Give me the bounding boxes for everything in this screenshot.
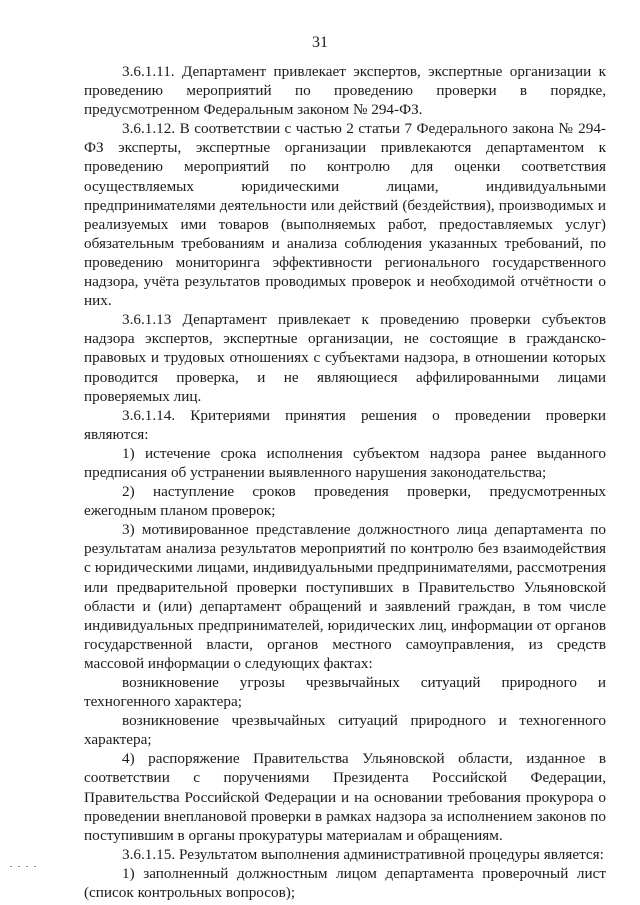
criteria-item-2: 2) наступление сроков проведения проверки, предусмотренных ежегодным планом проверок; bbox=[84, 483, 606, 520]
document-body bbox=[84, 62, 606, 902]
criteria-fact-threat: возникновение угрозы чрезвычайных ситуаций природного и техногенного характера; bbox=[84, 674, 606, 711]
page-number: 31 bbox=[312, 34, 328, 51]
criteria-item-4: 4) распоряжение Правительства Ульяновской области, изданное в соответствии с поручениями Президента Российской Федерации, Правительства Российской Федерации и на основании требования прокурора о проведении внеплановой проверки в рамках надзора за исполнением законов по поступившим в органы прокуратуры материалам и обращениям. bbox=[84, 750, 606, 844]
paragraph-3-6-1-13: 3.6.1.13 Департамент привлекает к проведению проверки субъектов надзора экспертов, экспертные организации, не состоящие в гражданско-правовых и трудовых отношениях с субъектами надзора, в отношении которых проводится проверка, и не являющиеся аффилированными лицами проверяемых лиц. bbox=[84, 311, 606, 405]
scan-edge-marks bbox=[10, 860, 40, 900]
paragraph-3-6-1-14: 3.6.1.14. Критериями принятия решения о проведении проверки являются: bbox=[84, 406, 606, 443]
paragraph-3-6-1-12: 3.6.1.12. В соответствии с частью 2 статьи 7 Федерального закона № 294-ФЗ эксперты, экспертные организации привлекаются департаментом к проведению мероприятий по контролю для оценки соответствия осуществляемых юридическими лицами, индивидуальными предпринимателями деятельности или действий (бездействия), производимых и реализуемых ими товаров (выполняемых работ, предоставляемых услуг) обязательным требованиям и анализа соблюдения указанных требований, по проведению мониторинга эффективности регионального государственного надзора, учёта результатов проводимых проверок и необходимой отчётности о них. bbox=[84, 120, 606, 310]
criteria-fact-emergency: возникновение чрезвычайных ситуаций природного и техногенного характера; bbox=[84, 712, 606, 749]
result-item-1: 1) заполненный должностным лицом департамента проверочный лист (список контрольных вопросов); bbox=[84, 864, 606, 902]
paragraph-3-6-1-15: 3.6.1.15. Результатом выполнения административной процедуры является: bbox=[122, 845, 604, 863]
paragraph-3-6-1-11: 3.6.1.11. Департамент привлекает экспертов, экспертные организации к проведению мероприятий по проведению проверки в порядке, предусмотренном Федеральным законом № 294-ФЗ. bbox=[84, 63, 606, 119]
criteria-item-3: 3) мотивированное представление должностного лица департамента по результатам анализа результатов мероприятий по контролю без взаимодействия с юридическими лицами, индивидуальными предпринимателями, рассмотрения или предварительной проверки поступивших в Правительство Ульяновской области и (или) департамент обращений и заявлений граждан, в том числе индивидуальных предпринимателей, юридических лиц, информации от органов государственной власти, органов местного самоуправления, из средств массовой информации о следующих фактах: bbox=[84, 521, 606, 672]
criteria-item-1: 1) истечение срока исполнения субъектом надзора ранее выданного предписания об устранении выявленного нарушения законодательства; bbox=[84, 444, 606, 481]
